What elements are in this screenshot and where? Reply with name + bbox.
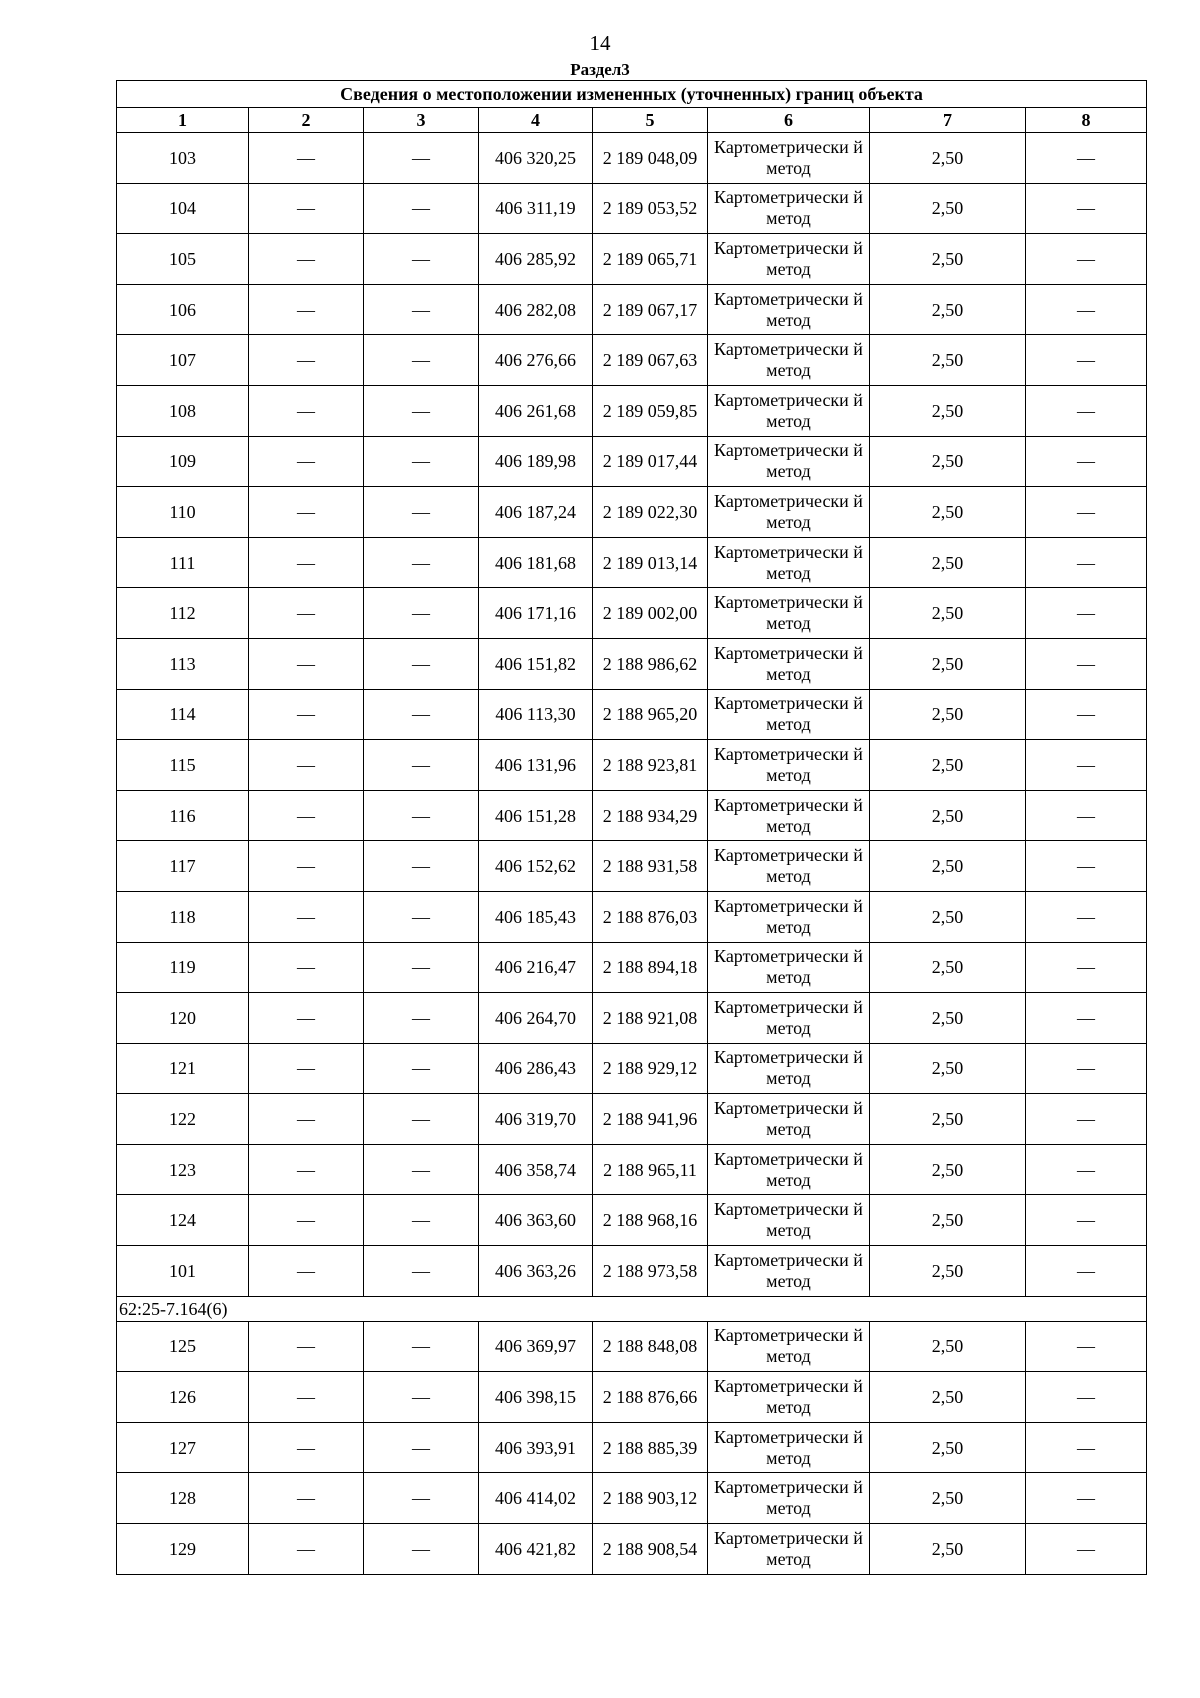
method-cell: Картометрически й метод (708, 1144, 870, 1195)
blank-cell-3: — (364, 537, 479, 588)
table-row (117, 1422, 1147, 1473)
blank-cell-2: — (249, 234, 364, 285)
blank-cell-3: — (364, 1473, 479, 1524)
blank-cell-2: — (249, 588, 364, 639)
group-row (117, 1296, 1147, 1321)
blank-cell-3: — (364, 1246, 479, 1297)
point-number-cell: 110 (117, 487, 249, 538)
blank-cell-3: — (364, 1195, 479, 1246)
y-coordinate-cell: 2 188 941,96 (593, 1094, 708, 1145)
table-row (117, 1246, 1147, 1297)
method-cell: Картометрически й метод (708, 1372, 870, 1423)
x-coordinate-cell: 406 398,15 (479, 1372, 593, 1423)
accuracy-cell: 2,50 (870, 740, 1026, 791)
y-coordinate-cell: 2 189 013,14 (593, 537, 708, 588)
blank-cell-3: — (364, 1524, 479, 1575)
method-cell: Картометрически й метод (708, 284, 870, 335)
x-coordinate-cell: 406 282,08 (479, 284, 593, 335)
accuracy-cell: 2,50 (870, 1246, 1026, 1297)
x-coordinate-cell: 406 131,96 (479, 740, 593, 791)
accuracy-cell: 2,50 (870, 284, 1026, 335)
method-cell: Картометрически й метод (708, 1473, 870, 1524)
point-number-cell: 126 (117, 1372, 249, 1423)
y-coordinate-cell: 2 189 065,71 (593, 234, 708, 285)
column-header: 7 (870, 108, 1026, 133)
table-row (117, 1321, 1147, 1372)
point-number-cell: 103 (117, 133, 249, 184)
blank-cell-3: — (364, 133, 479, 184)
blank-cell-2: — (249, 1144, 364, 1195)
accuracy-cell: 2,50 (870, 689, 1026, 740)
accuracy-cell: 2,50 (870, 1422, 1026, 1473)
blank-cell-2: — (249, 284, 364, 335)
blank-cell-3: — (364, 1422, 479, 1473)
blank-cell-2: — (249, 1195, 364, 1246)
method-cell: Картометрически й метод (708, 335, 870, 386)
y-coordinate-cell: 2 188 885,39 (593, 1422, 708, 1473)
x-coordinate-cell: 406 369,97 (479, 1321, 593, 1372)
table-row (117, 891, 1147, 942)
table-row (117, 537, 1147, 588)
blank-cell-2: — (249, 740, 364, 791)
point-number-cell: 123 (117, 1144, 249, 1195)
accuracy-cell: 2,50 (870, 436, 1026, 487)
y-coordinate-cell: 2 188 921,08 (593, 993, 708, 1044)
table-title: Сведения о местоположении измененных (уточненных) границ объекта (117, 81, 1147, 108)
accuracy-cell: 2,50 (870, 385, 1026, 436)
y-coordinate-cell: 2 188 929,12 (593, 1043, 708, 1094)
blank-cell-3: — (364, 183, 479, 234)
y-coordinate-cell: 2 188 965,11 (593, 1144, 708, 1195)
blank-cell-3: — (364, 891, 479, 942)
x-coordinate-cell: 406 285,92 (479, 234, 593, 285)
y-coordinate-cell: 2 189 002,00 (593, 588, 708, 639)
point-number-cell: 106 (117, 284, 249, 335)
page-number: 14 (589, 31, 611, 55)
point-number-cell: 119 (117, 942, 249, 993)
blank-cell-2: — (249, 436, 364, 487)
table-row (117, 133, 1147, 184)
x-coordinate-cell: 406 261,68 (479, 385, 593, 436)
x-coordinate-cell: 406 414,02 (479, 1473, 593, 1524)
method-cell: Картометрически й метод (708, 385, 870, 436)
blank-cell-8: — (1026, 537, 1147, 588)
point-number-cell: 129 (117, 1524, 249, 1575)
table-row (117, 993, 1147, 1044)
accuracy-cell: 2,50 (870, 537, 1026, 588)
point-number-cell: 113 (117, 638, 249, 689)
y-coordinate-cell: 2 188 894,18 (593, 942, 708, 993)
blank-cell-2: — (249, 335, 364, 386)
x-coordinate-cell: 406 311,19 (479, 183, 593, 234)
method-cell: Картометрически й метод (708, 993, 870, 1044)
blank-cell-3: — (364, 993, 479, 1044)
accuracy-cell: 2,50 (870, 1524, 1026, 1575)
x-coordinate-cell: 406 187,24 (479, 487, 593, 538)
blank-cell-8: — (1026, 234, 1147, 285)
blank-cell-8: — (1026, 436, 1147, 487)
accuracy-cell: 2,50 (870, 1195, 1026, 1246)
table-row (117, 1043, 1147, 1094)
method-cell: Картометрически й метод (708, 891, 870, 942)
y-coordinate-cell: 2 189 022,30 (593, 487, 708, 538)
table-row (117, 284, 1147, 335)
blank-cell-2: — (249, 1524, 364, 1575)
x-coordinate-cell: 406 319,70 (479, 1094, 593, 1145)
method-cell: Картометрически й метод (708, 1321, 870, 1372)
point-number-cell: 101 (117, 1246, 249, 1297)
blank-cell-8: — (1026, 1321, 1147, 1372)
x-coordinate-cell: 406 151,82 (479, 638, 593, 689)
point-number-cell: 121 (117, 1043, 249, 1094)
blank-cell-2: — (249, 841, 364, 892)
method-cell: Картометрически й метод (708, 487, 870, 538)
point-number-cell: 107 (117, 335, 249, 386)
blank-cell-8: — (1026, 1043, 1147, 1094)
point-number-cell: 105 (117, 234, 249, 285)
y-coordinate-cell: 2 188 848,08 (593, 1321, 708, 1372)
accuracy-cell: 2,50 (870, 1094, 1026, 1145)
table-row (117, 1144, 1147, 1195)
column-header: 6 (708, 108, 870, 133)
accuracy-cell: 2,50 (870, 841, 1026, 892)
blank-cell-2: — (249, 1246, 364, 1297)
x-coordinate-cell: 406 421,82 (479, 1524, 593, 1575)
y-coordinate-cell: 2 189 067,63 (593, 335, 708, 386)
method-cell: Картометрически й метод (708, 1094, 870, 1145)
table-row (117, 385, 1147, 436)
accuracy-cell: 2,50 (870, 1144, 1026, 1195)
blank-cell-8: — (1026, 487, 1147, 538)
blank-cell-8: — (1026, 1473, 1147, 1524)
x-coordinate-cell: 406 185,43 (479, 891, 593, 942)
blank-cell-2: — (249, 183, 364, 234)
point-number-cell: 116 (117, 790, 249, 841)
y-coordinate-cell: 2 188 934,29 (593, 790, 708, 841)
point-number-cell: 114 (117, 689, 249, 740)
table-row (117, 588, 1147, 639)
table-row (117, 841, 1147, 892)
point-number-cell: 112 (117, 588, 249, 639)
blank-cell-8: — (1026, 638, 1147, 689)
x-coordinate-cell: 406 151,28 (479, 790, 593, 841)
point-number-cell: 115 (117, 740, 249, 791)
blank-cell-2: — (249, 689, 364, 740)
blank-cell-8: — (1026, 133, 1147, 184)
accuracy-cell: 2,50 (870, 1321, 1026, 1372)
x-coordinate-cell: 406 216,47 (479, 942, 593, 993)
blank-cell-3: — (364, 588, 479, 639)
method-cell: Картометрически й метод (708, 841, 870, 892)
blank-cell-8: — (1026, 841, 1147, 892)
column-header: 8 (1026, 108, 1147, 133)
table-row (117, 183, 1147, 234)
table-row (117, 942, 1147, 993)
x-coordinate-cell: 406 393,91 (479, 1422, 593, 1473)
blank-cell-3: — (364, 487, 479, 538)
blank-cell-3: — (364, 436, 479, 487)
table-row (117, 234, 1147, 285)
method-cell: Картометрически й метод (708, 1524, 870, 1575)
accuracy-cell: 2,50 (870, 1473, 1026, 1524)
blank-cell-8: — (1026, 183, 1147, 234)
blank-cell-2: — (249, 487, 364, 538)
blank-cell-2: — (249, 537, 364, 588)
accuracy-cell: 2,50 (870, 487, 1026, 538)
point-number-cell: 125 (117, 1321, 249, 1372)
table-body (117, 81, 1147, 1575)
x-coordinate-cell: 406 113,30 (479, 689, 593, 740)
table-title-row (117, 81, 1147, 108)
y-coordinate-cell: 2 188 908,54 (593, 1524, 708, 1575)
accuracy-cell: 2,50 (870, 1043, 1026, 1094)
y-coordinate-cell: 2 188 903,12 (593, 1473, 708, 1524)
method-cell: Картометрически й метод (708, 234, 870, 285)
blank-cell-3: — (364, 234, 479, 285)
blank-cell-3: — (364, 1372, 479, 1423)
accuracy-cell: 2,50 (870, 588, 1026, 639)
coordinates-table (116, 80, 1147, 1575)
blank-cell-2: — (249, 1043, 364, 1094)
x-coordinate-cell: 406 363,60 (479, 1195, 593, 1246)
blank-cell-8: — (1026, 942, 1147, 993)
blank-cell-8: — (1026, 1524, 1147, 1575)
accuracy-cell: 2,50 (870, 234, 1026, 285)
method-cell: Картометрически й метод (708, 790, 870, 841)
point-number-cell: 117 (117, 841, 249, 892)
accuracy-cell: 2,50 (870, 133, 1026, 184)
accuracy-cell: 2,50 (870, 891, 1026, 942)
accuracy-cell: 2,50 (870, 183, 1026, 234)
blank-cell-3: — (364, 740, 479, 791)
blank-cell-8: — (1026, 790, 1147, 841)
method-cell: Картометрически й метод (708, 133, 870, 184)
blank-cell-2: — (249, 1372, 364, 1423)
group-label: 62:25-7.164(6) (117, 1296, 1147, 1321)
y-coordinate-cell: 2 189 059,85 (593, 385, 708, 436)
blank-cell-8: — (1026, 1422, 1147, 1473)
method-cell: Картометрически й метод (708, 689, 870, 740)
section-title: Раздел3 (570, 60, 630, 79)
blank-cell-3: — (364, 689, 479, 740)
blank-cell-8: — (1026, 891, 1147, 942)
blank-cell-8: — (1026, 1372, 1147, 1423)
blank-cell-8: — (1026, 993, 1147, 1044)
y-coordinate-cell: 2 188 931,58 (593, 841, 708, 892)
point-number-cell: 128 (117, 1473, 249, 1524)
point-number-cell: 108 (117, 385, 249, 436)
table-row (117, 740, 1147, 791)
blank-cell-2: — (249, 385, 364, 436)
table-row (117, 638, 1147, 689)
y-coordinate-cell: 2 188 965,20 (593, 689, 708, 740)
method-cell: Картометрически й метод (708, 638, 870, 689)
x-coordinate-cell: 406 152,62 (479, 841, 593, 892)
method-cell: Картометрически й метод (708, 1195, 870, 1246)
y-coordinate-cell: 2 188 968,16 (593, 1195, 708, 1246)
table-row (117, 335, 1147, 386)
y-coordinate-cell: 2 188 973,58 (593, 1246, 708, 1297)
table-row (117, 689, 1147, 740)
method-cell: Картометрически й метод (708, 537, 870, 588)
blank-cell-2: — (249, 790, 364, 841)
blank-cell-2: — (249, 638, 364, 689)
blank-cell-3: — (364, 284, 479, 335)
blank-cell-3: — (364, 1094, 479, 1145)
table-row (117, 1195, 1147, 1246)
column-header: 3 (364, 108, 479, 133)
accuracy-cell: 2,50 (870, 993, 1026, 1044)
accuracy-cell: 2,50 (870, 942, 1026, 993)
method-cell: Картометрически й метод (708, 588, 870, 639)
blank-cell-8: — (1026, 335, 1147, 386)
method-cell: Картометрически й метод (708, 436, 870, 487)
blank-cell-3: — (364, 638, 479, 689)
point-number-cell: 120 (117, 993, 249, 1044)
x-coordinate-cell: 406 181,68 (479, 537, 593, 588)
y-coordinate-cell: 2 189 048,09 (593, 133, 708, 184)
method-cell: Картометрически й метод (708, 1043, 870, 1094)
accuracy-cell: 2,50 (870, 335, 1026, 386)
y-coordinate-cell: 2 189 053,52 (593, 183, 708, 234)
blank-cell-8: — (1026, 385, 1147, 436)
accuracy-cell: 2,50 (870, 790, 1026, 841)
table-row (117, 790, 1147, 841)
blank-cell-2: — (249, 891, 364, 942)
x-coordinate-cell: 406 189,98 (479, 436, 593, 487)
method-cell: Картометрически й метод (708, 740, 870, 791)
point-number-cell: 124 (117, 1195, 249, 1246)
point-number-cell: 109 (117, 436, 249, 487)
column-number-row (117, 108, 1147, 133)
accuracy-cell: 2,50 (870, 1372, 1026, 1423)
blank-cell-2: — (249, 942, 364, 993)
blank-cell-3: — (364, 841, 479, 892)
x-coordinate-cell: 406 264,70 (479, 993, 593, 1044)
method-cell: Картометрически й метод (708, 1422, 870, 1473)
x-coordinate-cell: 406 358,74 (479, 1144, 593, 1195)
blank-cell-3: — (364, 1321, 479, 1372)
blank-cell-8: — (1026, 1094, 1147, 1145)
blank-cell-2: — (249, 1094, 364, 1145)
x-coordinate-cell: 406 171,16 (479, 588, 593, 639)
blank-cell-2: — (249, 133, 364, 184)
blank-cell-3: — (364, 335, 479, 386)
column-header: 5 (593, 108, 708, 133)
blank-cell-8: — (1026, 1144, 1147, 1195)
y-coordinate-cell: 2 188 986,62 (593, 638, 708, 689)
point-number-cell: 111 (117, 537, 249, 588)
blank-cell-3: — (364, 1144, 479, 1195)
blank-cell-3: — (364, 790, 479, 841)
blank-cell-8: — (1026, 689, 1147, 740)
blank-cell-3: — (364, 385, 479, 436)
method-cell: Картометрически й метод (708, 1246, 870, 1297)
y-coordinate-cell: 2 189 067,17 (593, 284, 708, 335)
point-number-cell: 127 (117, 1422, 249, 1473)
blank-cell-8: — (1026, 284, 1147, 335)
table-row (117, 1372, 1147, 1423)
blank-cell-8: — (1026, 740, 1147, 791)
blank-cell-3: — (364, 1043, 479, 1094)
column-header: 2 (249, 108, 364, 133)
x-coordinate-cell: 406 320,25 (479, 133, 593, 184)
x-coordinate-cell: 406 276,66 (479, 335, 593, 386)
point-number-cell: 122 (117, 1094, 249, 1145)
column-header: 1 (117, 108, 249, 133)
y-coordinate-cell: 2 188 876,66 (593, 1372, 708, 1423)
y-coordinate-cell: 2 188 923,81 (593, 740, 708, 791)
point-number-cell: 118 (117, 891, 249, 942)
x-coordinate-cell: 406 286,43 (479, 1043, 593, 1094)
table-row (117, 487, 1147, 538)
table-row (117, 1524, 1147, 1575)
table-row (117, 1473, 1147, 1524)
blank-cell-2: — (249, 1473, 364, 1524)
blank-cell-8: — (1026, 1246, 1147, 1297)
x-coordinate-cell: 406 363,26 (479, 1246, 593, 1297)
y-coordinate-cell: 2 188 876,03 (593, 891, 708, 942)
point-number-cell: 104 (117, 183, 249, 234)
column-header: 4 (479, 108, 593, 133)
blank-cell-8: — (1026, 588, 1147, 639)
method-cell: Картометрически й метод (708, 942, 870, 993)
blank-cell-2: — (249, 993, 364, 1044)
y-coordinate-cell: 2 189 017,44 (593, 436, 708, 487)
table-row (117, 436, 1147, 487)
blank-cell-8: — (1026, 1195, 1147, 1246)
table-row (117, 1094, 1147, 1145)
blank-cell-2: — (249, 1321, 364, 1372)
method-cell: Картометрически й метод (708, 183, 870, 234)
blank-cell-3: — (364, 942, 479, 993)
accuracy-cell: 2,50 (870, 638, 1026, 689)
blank-cell-2: — (249, 1422, 364, 1473)
